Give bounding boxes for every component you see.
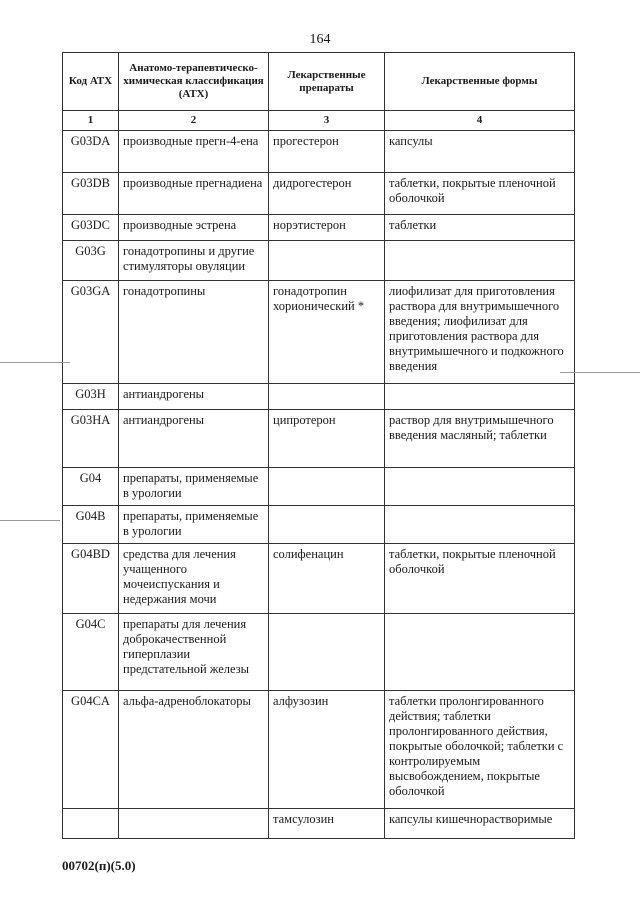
scan-artifact-line — [0, 520, 60, 521]
atx-classification: антиандрогены — [119, 410, 269, 468]
atx-code: G04 — [63, 468, 119, 506]
scan-artifact-line — [0, 362, 70, 363]
atx-code: G03GA — [63, 281, 119, 384]
drug-name: норэтистерон — [269, 215, 385, 241]
atx-classification: гонадотропины — [119, 281, 269, 384]
header-forms: Лекарственные формы — [385, 53, 575, 111]
dosage-form: лиофилизат для приготовления раствора для внутримышечного введения; лиофилизат для приготовления раствора для внутримышечного и подкожного введения — [385, 281, 575, 384]
table-row — [63, 241, 575, 281]
atx-code: G04C — [63, 614, 119, 691]
dosage-form: капсулы кишечнорастворимые — [385, 809, 575, 839]
column-number: 4 — [385, 111, 575, 131]
atx-table — [62, 52, 575, 839]
atx-code: G03DB — [63, 173, 119, 215]
table-row — [63, 173, 575, 215]
atx-code: G03DC — [63, 215, 119, 241]
drug-name — [269, 384, 385, 410]
atx-classification: гонадотропины и другие стимуляторы овуляции — [119, 241, 269, 281]
drug-name: гонадотропин хорионический * — [269, 281, 385, 384]
header-drugs: Лекарственные препараты — [269, 53, 385, 111]
atx-code: G03HA — [63, 410, 119, 468]
table-row — [63, 544, 575, 614]
table-row — [63, 215, 575, 241]
drug-name: прогестерон — [269, 131, 385, 173]
header-classification: Анатомо-терапевтическо-химическая классификация (АТХ) — [119, 53, 269, 111]
table-header-row — [63, 53, 575, 111]
drug-name — [269, 468, 385, 506]
dosage-form: раствор для внутримышечного введения масляный; таблетки — [385, 410, 575, 468]
atx-code: G03DA — [63, 131, 119, 173]
atx-classification: антиандрогены — [119, 384, 269, 410]
atx-code: G03H — [63, 384, 119, 410]
dosage-form — [385, 614, 575, 691]
dosage-form — [385, 384, 575, 410]
atx-classification: препараты, применяемые в урологии — [119, 468, 269, 506]
drug-name: дидрогестерон — [269, 173, 385, 215]
atx-classification — [119, 809, 269, 839]
drug-name — [269, 614, 385, 691]
table-row — [63, 614, 575, 691]
drug-name: тамсулозин — [269, 809, 385, 839]
column-number: 2 — [119, 111, 269, 131]
dosage-form — [385, 468, 575, 506]
atx-code: G04B — [63, 506, 119, 544]
page-number: 164 — [309, 32, 331, 47]
table-row — [63, 506, 575, 544]
dosage-form: таблетки, покрытые пленочной оболочкой — [385, 173, 575, 215]
atx-classification: препараты, применяемые в урологии — [119, 506, 269, 544]
column-number: 3 — [269, 111, 385, 131]
dosage-form: таблетки пролонгированного действия; таблетки пролонгированного действия, покрытые оболочкой; таблетки с контролируемым высвобождением, покрытые оболочкой — [385, 691, 575, 809]
column-number-row — [63, 111, 575, 131]
drug-name — [269, 506, 385, 544]
table-row — [63, 691, 575, 809]
atx-classification: препараты для лечения доброкачественной гиперплазии предстательной железы — [119, 614, 269, 691]
drug-name: ципротерон — [269, 410, 385, 468]
table-row — [63, 131, 575, 173]
table-row — [63, 384, 575, 410]
atx-code: G04BD — [63, 544, 119, 614]
atx-classification: производные прегнадиена — [119, 173, 269, 215]
atx-classification: средства для лечения учащенного мочеиспускания и недержания мочи — [119, 544, 269, 614]
table-row — [63, 468, 575, 506]
drug-name: алфузозин — [269, 691, 385, 809]
header-code: Код АТХ — [63, 53, 119, 111]
column-number: 1 — [63, 111, 119, 131]
atx-code — [63, 809, 119, 839]
drug-name — [269, 241, 385, 281]
table-row — [63, 809, 575, 839]
atx-code: G04CA — [63, 691, 119, 809]
atx-classification: производные прегн-4-ена — [119, 131, 269, 173]
scan-artifact-line — [560, 372, 640, 373]
atx-classification: альфа-адреноблокаторы — [119, 691, 269, 809]
dosage-form: таблетки, покрытые пленочной оболочкой — [385, 544, 575, 614]
atx-classification: производные эстрена — [119, 215, 269, 241]
dosage-form: таблетки — [385, 215, 575, 241]
table-row — [63, 410, 575, 468]
dosage-form — [385, 241, 575, 281]
dosage-form: капсулы — [385, 131, 575, 173]
table-row — [63, 281, 575, 384]
dosage-form — [385, 506, 575, 544]
document-code: 00702(п)(5.0) — [62, 858, 136, 873]
drug-name: солифенацин — [269, 544, 385, 614]
atx-code: G03G — [63, 241, 119, 281]
